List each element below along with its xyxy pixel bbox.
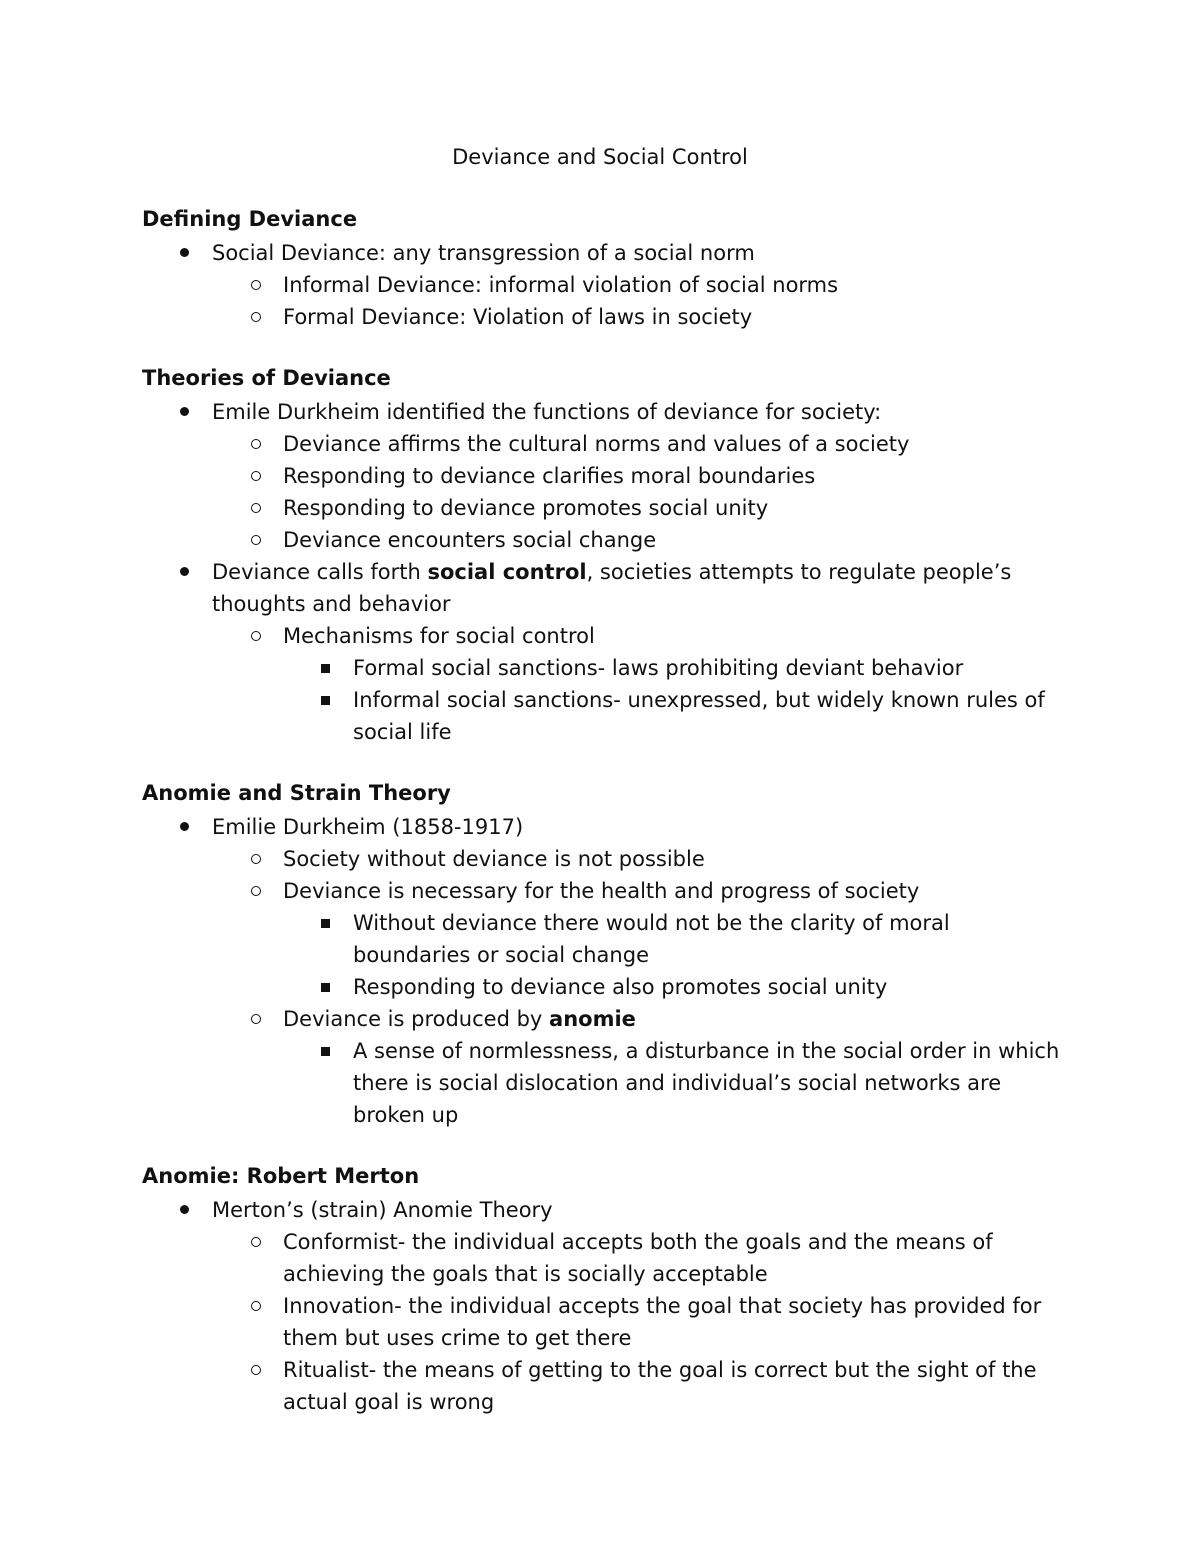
list-item: Responding to deviance promotes social unity	[142, 492, 1072, 524]
hollow-bullet-icon	[251, 280, 261, 290]
list-item: Deviance calls forth social control, societies attempts to regulate people’s thoughts and behavior	[142, 556, 1072, 620]
hollow-bullet-icon	[251, 1365, 261, 1375]
list-item: Innovation- the individual accepts the goal that society has provided for them but uses crime to get there	[142, 1290, 1072, 1354]
list-item: Emilie Durkheim (1858-1917)	[142, 811, 1072, 843]
hollow-bullet-icon	[251, 854, 261, 864]
list-item: Merton’s (strain) Anomie Theory	[142, 1194, 1072, 1226]
square-bullet-icon	[321, 664, 330, 673]
bold-term: anomie	[549, 1007, 636, 1031]
filled-bullet-icon	[180, 407, 189, 416]
document-body	[142, 205, 1072, 1449]
list-item: A sense of normlessness, a disturbance in the social order in which there is social dislocation and individual’s social networks are broken up	[142, 1035, 1072, 1131]
list-item: Social Deviance: any transgression of a social norm	[142, 237, 1072, 269]
section-heading: Anomie: Robert Merton	[142, 1164, 420, 1188]
square-bullet-icon	[321, 696, 330, 705]
bullet-list	[142, 396, 1072, 748]
list-item: Responding to deviance clarifies moral boundaries	[142, 460, 1072, 492]
hollow-bullet-icon	[251, 631, 261, 641]
section-heading: Anomie and Strain Theory	[142, 781, 451, 805]
list-item: Deviance is necessary for the health and progress of society	[142, 875, 1072, 907]
section-theories-of-deviance	[142, 364, 1072, 748]
list-item: Deviance is produced by anomie	[142, 1003, 1072, 1035]
section-anomie-robert-merton	[142, 1162, 1072, 1418]
hollow-bullet-icon	[251, 886, 261, 896]
hollow-bullet-icon	[251, 439, 261, 449]
hollow-bullet-icon	[251, 1014, 261, 1024]
section-heading: Theories of Deviance	[142, 366, 391, 390]
hollow-bullet-icon	[251, 535, 261, 545]
list-item: Ritualist- the means of getting to the goal is correct but the sight of the actual goal is wrong	[142, 1354, 1072, 1418]
list-item: Formal Deviance: Violation of laws in society	[142, 301, 1072, 333]
document-title: Deviance and Social Control	[452, 145, 748, 169]
hollow-bullet-icon	[251, 1301, 261, 1311]
bullet-list	[142, 1194, 1072, 1418]
square-bullet-icon	[321, 983, 330, 992]
filled-bullet-icon	[180, 1205, 189, 1214]
list-item: Conformist- the individual accepts both the goals and the means of achieving the goals that is socially acceptable	[142, 1226, 1072, 1290]
filled-bullet-icon	[180, 248, 189, 257]
hollow-bullet-icon	[251, 1237, 261, 1247]
bold-term: social control	[427, 560, 587, 584]
list-item: Mechanisms for social control	[142, 620, 1072, 652]
square-bullet-icon	[321, 1047, 330, 1056]
list-item: Deviance encounters social change	[142, 524, 1072, 556]
bullet-list	[142, 237, 1072, 333]
bullet-list	[142, 811, 1072, 1131]
list-item: Informal social sanctions- unexpressed, but widely known rules of social life	[142, 684, 1072, 748]
hollow-bullet-icon	[251, 312, 261, 322]
section-defining-deviance	[142, 205, 1072, 333]
hollow-bullet-icon	[251, 471, 261, 481]
list-item: Without deviance there would not be the clarity of moral boundaries or social change	[142, 907, 1072, 971]
list-item: Formal social sanctions- laws prohibiting deviant behavior	[142, 652, 1072, 684]
hollow-bullet-icon	[251, 503, 261, 513]
list-item: Deviance affirms the cultural norms and values of a society	[142, 428, 1072, 460]
section-heading: Defining Deviance	[142, 207, 358, 231]
list-item: Informal Deviance: informal violation of social norms	[142, 269, 1072, 301]
filled-bullet-icon	[180, 822, 189, 831]
list-item: Emile Durkheim identified the functions of deviance for society:	[142, 396, 1072, 428]
square-bullet-icon	[321, 919, 330, 928]
filled-bullet-icon	[180, 567, 189, 576]
list-item: Responding to deviance also promotes social unity	[142, 971, 1072, 1003]
list-item: Society without deviance is not possible	[142, 843, 1072, 875]
section-anomie-strain-theory	[142, 779, 1072, 1131]
